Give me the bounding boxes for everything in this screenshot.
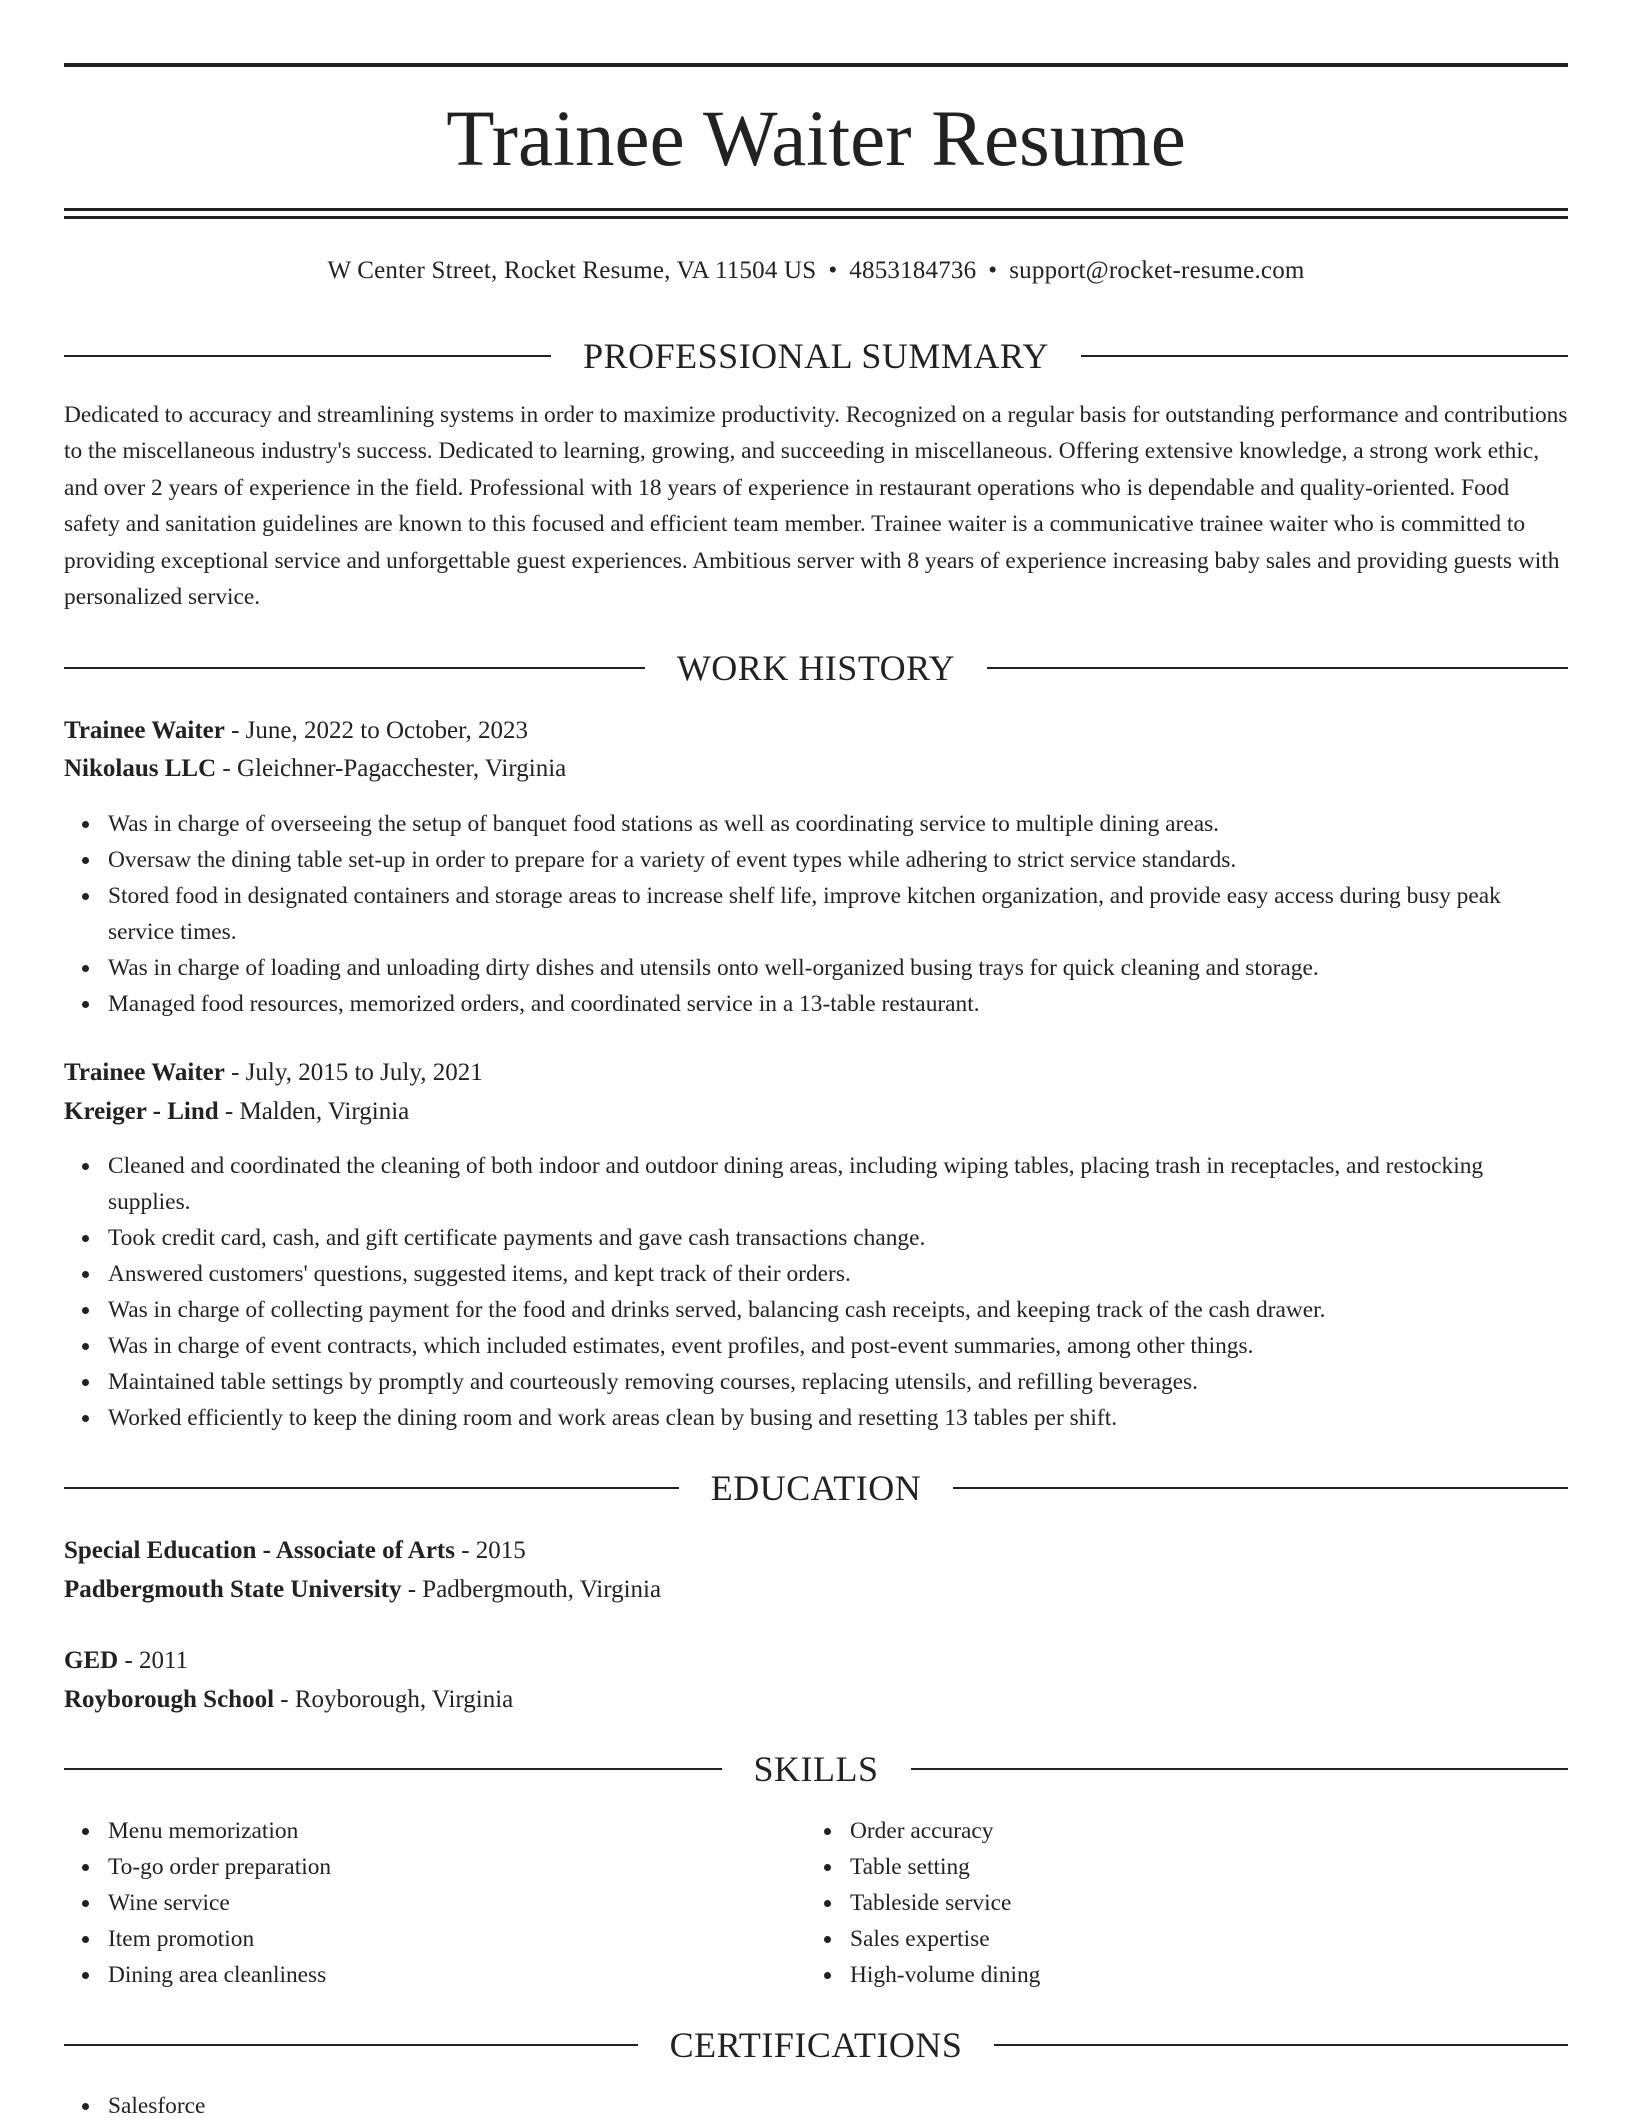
job-location: - Gleichner-Pagacchester, Virginia (216, 755, 567, 782)
list-item: Answered customers' questions, suggested items, and kept track of their orders. (108, 1256, 1568, 1292)
skill-item: Table setting (850, 1849, 1632, 1885)
heading-rule (64, 2044, 638, 2046)
list-item: Managed food resources, memorized orders, and coordinated service in a 13-table restaurant. (108, 986, 1568, 1022)
skill-item: Item promotion (108, 1921, 1568, 1957)
education-heading (64, 1466, 1568, 1510)
skill-item: Sales expertise (850, 1921, 1632, 1957)
skills-heading (64, 1747, 1568, 1791)
job-company-line (64, 1094, 1568, 1130)
heading-rule (1081, 355, 1568, 357)
heading-rule (994, 2044, 1568, 2046)
education-degree-line (64, 1643, 1568, 1679)
education-school: Padbergmouth State University (64, 1576, 402, 1603)
heading-rule (64, 667, 645, 669)
education-school-line (64, 1682, 1568, 1718)
list-item: Took credit card, cash, and gift certificate payments and gave cash transactions change. (108, 1220, 1568, 1256)
top-rule (64, 63, 1568, 67)
list-item: Stored food in designated containers and storage areas to increase shelf life, improve kitchen organization, and provide easy access during busy peak service times. (108, 878, 1568, 950)
list-item: Was in charge of loading and unloading dirty dishes and utensils onto well-organized busing trays for quick cleaning and storage. (108, 950, 1568, 986)
education-year: - 2011 (118, 1647, 189, 1674)
education-school: Royborough School (64, 1686, 275, 1713)
certifications-list (64, 2088, 1568, 2124)
list-item: Was in charge of collecting payment for the food and drinks served, balancing cash receipts, and keeping track of the cash drawer. (108, 1292, 1568, 1328)
contact-line (64, 254, 1568, 288)
education-heading-label: EDUCATION (710, 1468, 922, 1508)
job-title-line (64, 713, 1568, 749)
heading-rule (64, 355, 551, 357)
list-item: Cleaned and coordinated the cleaning of both indoor and outdoor dining areas, including wiping tables, placing trash in receptacles, and restocking supplies. (108, 1148, 1568, 1220)
skill-item: Tableside service (850, 1885, 1632, 1921)
job-title: Trainee Waiter (64, 717, 225, 744)
list-item: Oversaw the dining table set-up in order to prepare for a variety of event types while adhering to strict service standards. (108, 842, 1568, 878)
job-bullets (64, 1148, 1568, 1436)
summary-heading-label: PROFESSIONAL SUMMARY (583, 336, 1049, 376)
list-item: Was in charge of overseeing the setup of banquet food stations as well as coordinating service to multiple dining areas. (108, 806, 1568, 842)
education-degree: GED (64, 1647, 119, 1674)
certification-item: Salesforce (108, 2088, 1568, 2124)
education-year: - 2015 (454, 1537, 526, 1564)
job-title-line (64, 1055, 1568, 1091)
education-location: - Royborough, Virginia (274, 1686, 514, 1713)
contact-phone: 4853184736 (849, 257, 977, 284)
title-double-rule-upper (64, 208, 1568, 211)
job-company: Nikolaus LLC (64, 755, 217, 782)
job-dates: - June, 2022 to October, 2023 (224, 717, 528, 744)
heading-rule (64, 1768, 722, 1770)
education-degree-line (64, 1533, 1568, 1569)
heading-rule (987, 667, 1568, 669)
job-company: Kreiger - Lind (64, 1098, 219, 1125)
skill-item: To-go order preparation (108, 1849, 1568, 1885)
list-item: Maintained table settings by promptly and courteously removing courses, replacing utensils, and refilling beverages. (108, 1364, 1568, 1400)
skill-item: Dining area cleanliness (108, 1957, 1568, 1993)
skill-item: Order accuracy (850, 1813, 1632, 1849)
education-degree: Special Education - Associate of Arts (64, 1537, 455, 1564)
contact-separator: • (988, 257, 998, 284)
skill-item: High-volume dining (850, 1957, 1632, 1993)
skills-list-right (806, 1813, 1632, 1993)
title-double-rule-lower (64, 216, 1568, 219)
certifications-heading-label: CERTIFICATIONS (669, 2025, 963, 2065)
list-item: Was in charge of event contracts, which included estimates, event profiles, and post-event summaries, among other things. (108, 1328, 1568, 1364)
education-location: - Padbergmouth, Virginia (401, 1576, 662, 1603)
heading-rule (64, 1487, 679, 1489)
work-heading (64, 646, 1568, 690)
work-heading-label: WORK HISTORY (676, 648, 956, 688)
list-item: Worked efficiently to keep the dining room and work areas clean by busing and resetting 13 tables per shift. (108, 1400, 1568, 1436)
contact-email: support@rocket-resume.com (1009, 257, 1305, 284)
skills-heading-label: SKILLS (753, 1749, 879, 1789)
heading-rule (953, 1487, 1568, 1489)
job-company-line (64, 751, 1568, 787)
job-title: Trainee Waiter (64, 1059, 225, 1086)
page-title: Trainee Waiter Resume (446, 96, 1186, 183)
summary-heading (64, 334, 1568, 378)
skill-item: Menu memorization (108, 1813, 1568, 1849)
education-school-line (64, 1572, 1568, 1608)
certifications-heading (64, 2023, 1568, 2067)
job-bullets (64, 806, 1568, 1022)
job-dates: - July, 2015 to July, 2021 (224, 1059, 483, 1086)
heading-rule (911, 1768, 1569, 1770)
contact-separator: • (828, 257, 838, 284)
summary-text: Dedicated to accuracy and streamlining systems in order to maximize productivity. Recognized on a regular basis for outstanding performance and contributions to the miscellaneous industry's success. Dedicated to learning, growing, and succeeding in miscellaneous. Offering extensive knowledge, a strong work ethic, and over 2 years of experience in the field. Professional with 18 years of experience in restaurant operations who is dependable and quality-oriented. Food safety and sanitation guidelines are known to this focused and efficient team member. Trainee waiter is a communicative trainee waiter who is committed to providing exceptional service and unforgettable guest experiences. Ambitious server with 8 years of experience increasing baby sales and providing guests with personalized service. (64, 402, 1568, 611)
skill-item: Wine service (108, 1885, 1568, 1921)
contact-address: W Center Street, Rocket Resume, VA 11504 US (327, 257, 817, 284)
job-location: - Malden, Virginia (218, 1098, 410, 1125)
